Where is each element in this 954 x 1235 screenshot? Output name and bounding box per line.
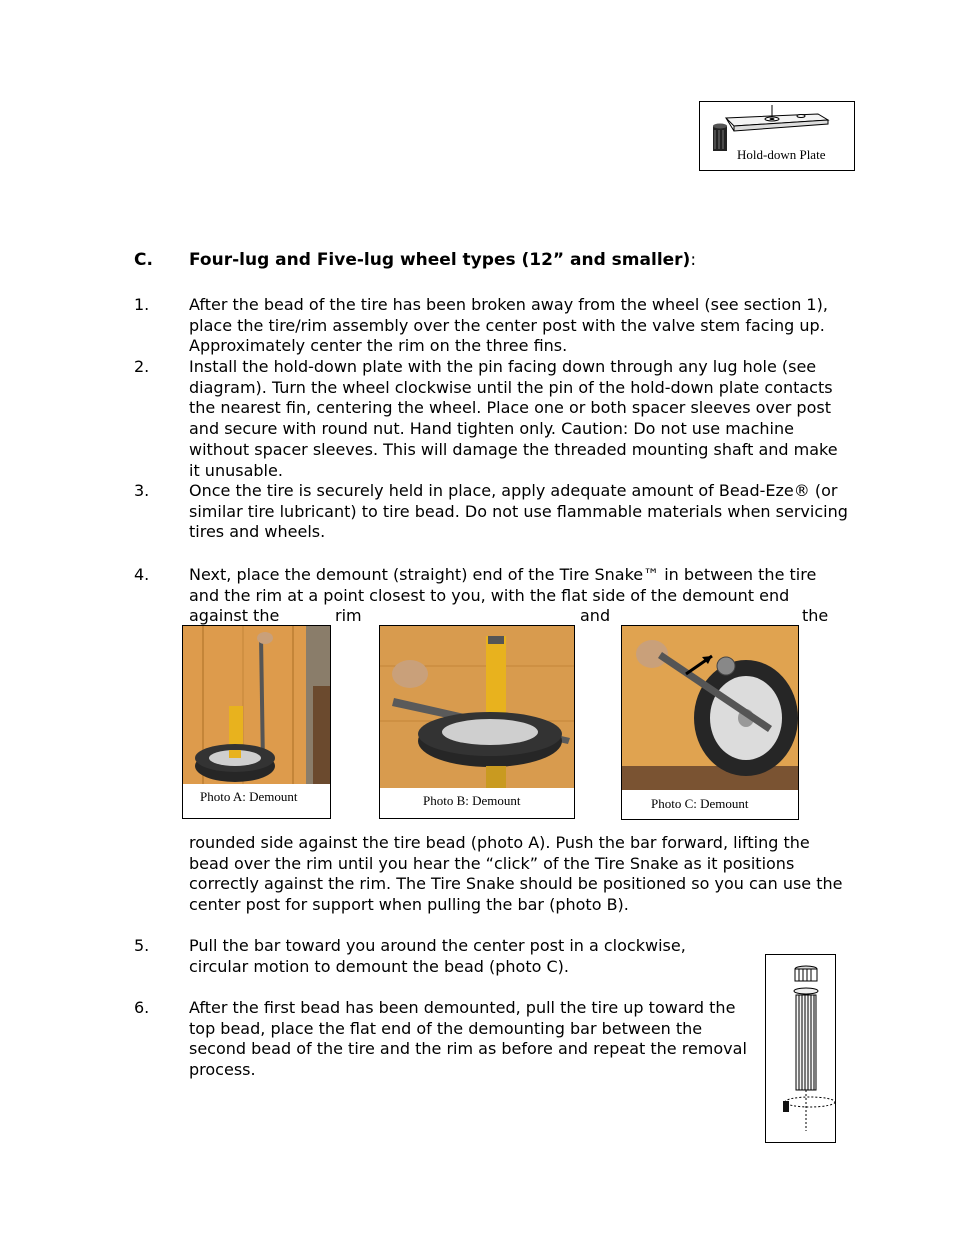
photo-c-image — [622, 626, 798, 790]
step-6-text: After the first bead has been demounted, pull the tire up toward the top bead, place the flat end of the demounting bar between the second bead of the tire and the rim as before and repeat the removal process. — [189, 998, 747, 1080]
hold-down-plate-illustration — [700, 102, 854, 152]
step-1-text: After the bead of the tire has been broken away from the wheel (see section 1), place the tire/rim assembly over the center post with the valve stem facing up. Approximately center the rim on the three fins. — [189, 295, 828, 356]
step-4-number: 4. — [134, 565, 150, 584]
photo-a-image — [183, 626, 330, 784]
step-4-split-word-and: and — [580, 606, 611, 625]
section-title-colon: : — [690, 250, 697, 270]
step-2-number: 2. — [134, 357, 150, 376]
center-post-illustration — [766, 955, 835, 1142]
photo-b-image — [380, 626, 574, 788]
photo-c-caption: Photo C: Demount — [651, 796, 749, 811]
step-4-split-word-the: the — [802, 606, 829, 625]
section-letter: C. — [134, 250, 153, 270]
step-6-number: 6. — [134, 998, 150, 1017]
photo-b-caption: Photo B: Demount — [423, 793, 521, 808]
step-3-number: 3. — [134, 481, 150, 500]
step-1-number: 1. — [134, 295, 150, 314]
step-4-text: Next, place the demount (straight) end of the Tire Snake™ in between the tire and the rim at a point closest to you, with the flat side of the demount end against the — [189, 565, 817, 626]
photo-a-caption: Photo A: Demount — [200, 789, 298, 804]
step-5-number: 5. — [134, 936, 150, 955]
step-2-text: Install the hold-down plate with the pin facing down through any lug hole (see diagram). Turn the wheel clockwise until the pin of the hold-down plate contacts the nearest fin, centering the wheel. Place one or both spacer sleeves over post and secure with round nut. Hand tighten only. Caution: Do not use machine without spacer sleeves. This will damage the threaded mounting shaft and make it unusable. — [189, 357, 838, 480]
step-5-text: Pull the bar toward you around the center post in a clockwise, circular motion to demount the bead (photo C). — [189, 936, 686, 976]
step-4-split-word-rim: rim — [335, 606, 362, 625]
step-3-text: Once the tire is securely held in place, apply adequate amount of Bead-Eze® (or similar tire lubricant) to tire bead. Do not use flammable materials when servicing tires and wheels. — [189, 481, 848, 542]
hold-down-plate-caption: Hold-down Plate — [737, 147, 826, 162]
center-post-diagram — [765, 954, 836, 1143]
photo-b-figure — [379, 625, 575, 819]
photo-c-figure — [621, 625, 799, 820]
hold-down-plate-figure — [699, 101, 855, 171]
photo-a-figure — [182, 625, 331, 819]
section-title — [189, 250, 696, 270]
step-4-continuation-text: rounded side against the tire bead (photo A). Push the bar forward, lifting the bead over the rim until you hear the “click” of the Tire Snake as it positions correctly against the rim. The Tire Snake should be positioned so you can use the center post for support when pulling the bar (photo B). — [189, 833, 843, 915]
section-title-text: Four-lug and Five-lug wheel types (12” and smaller) — [189, 250, 691, 270]
